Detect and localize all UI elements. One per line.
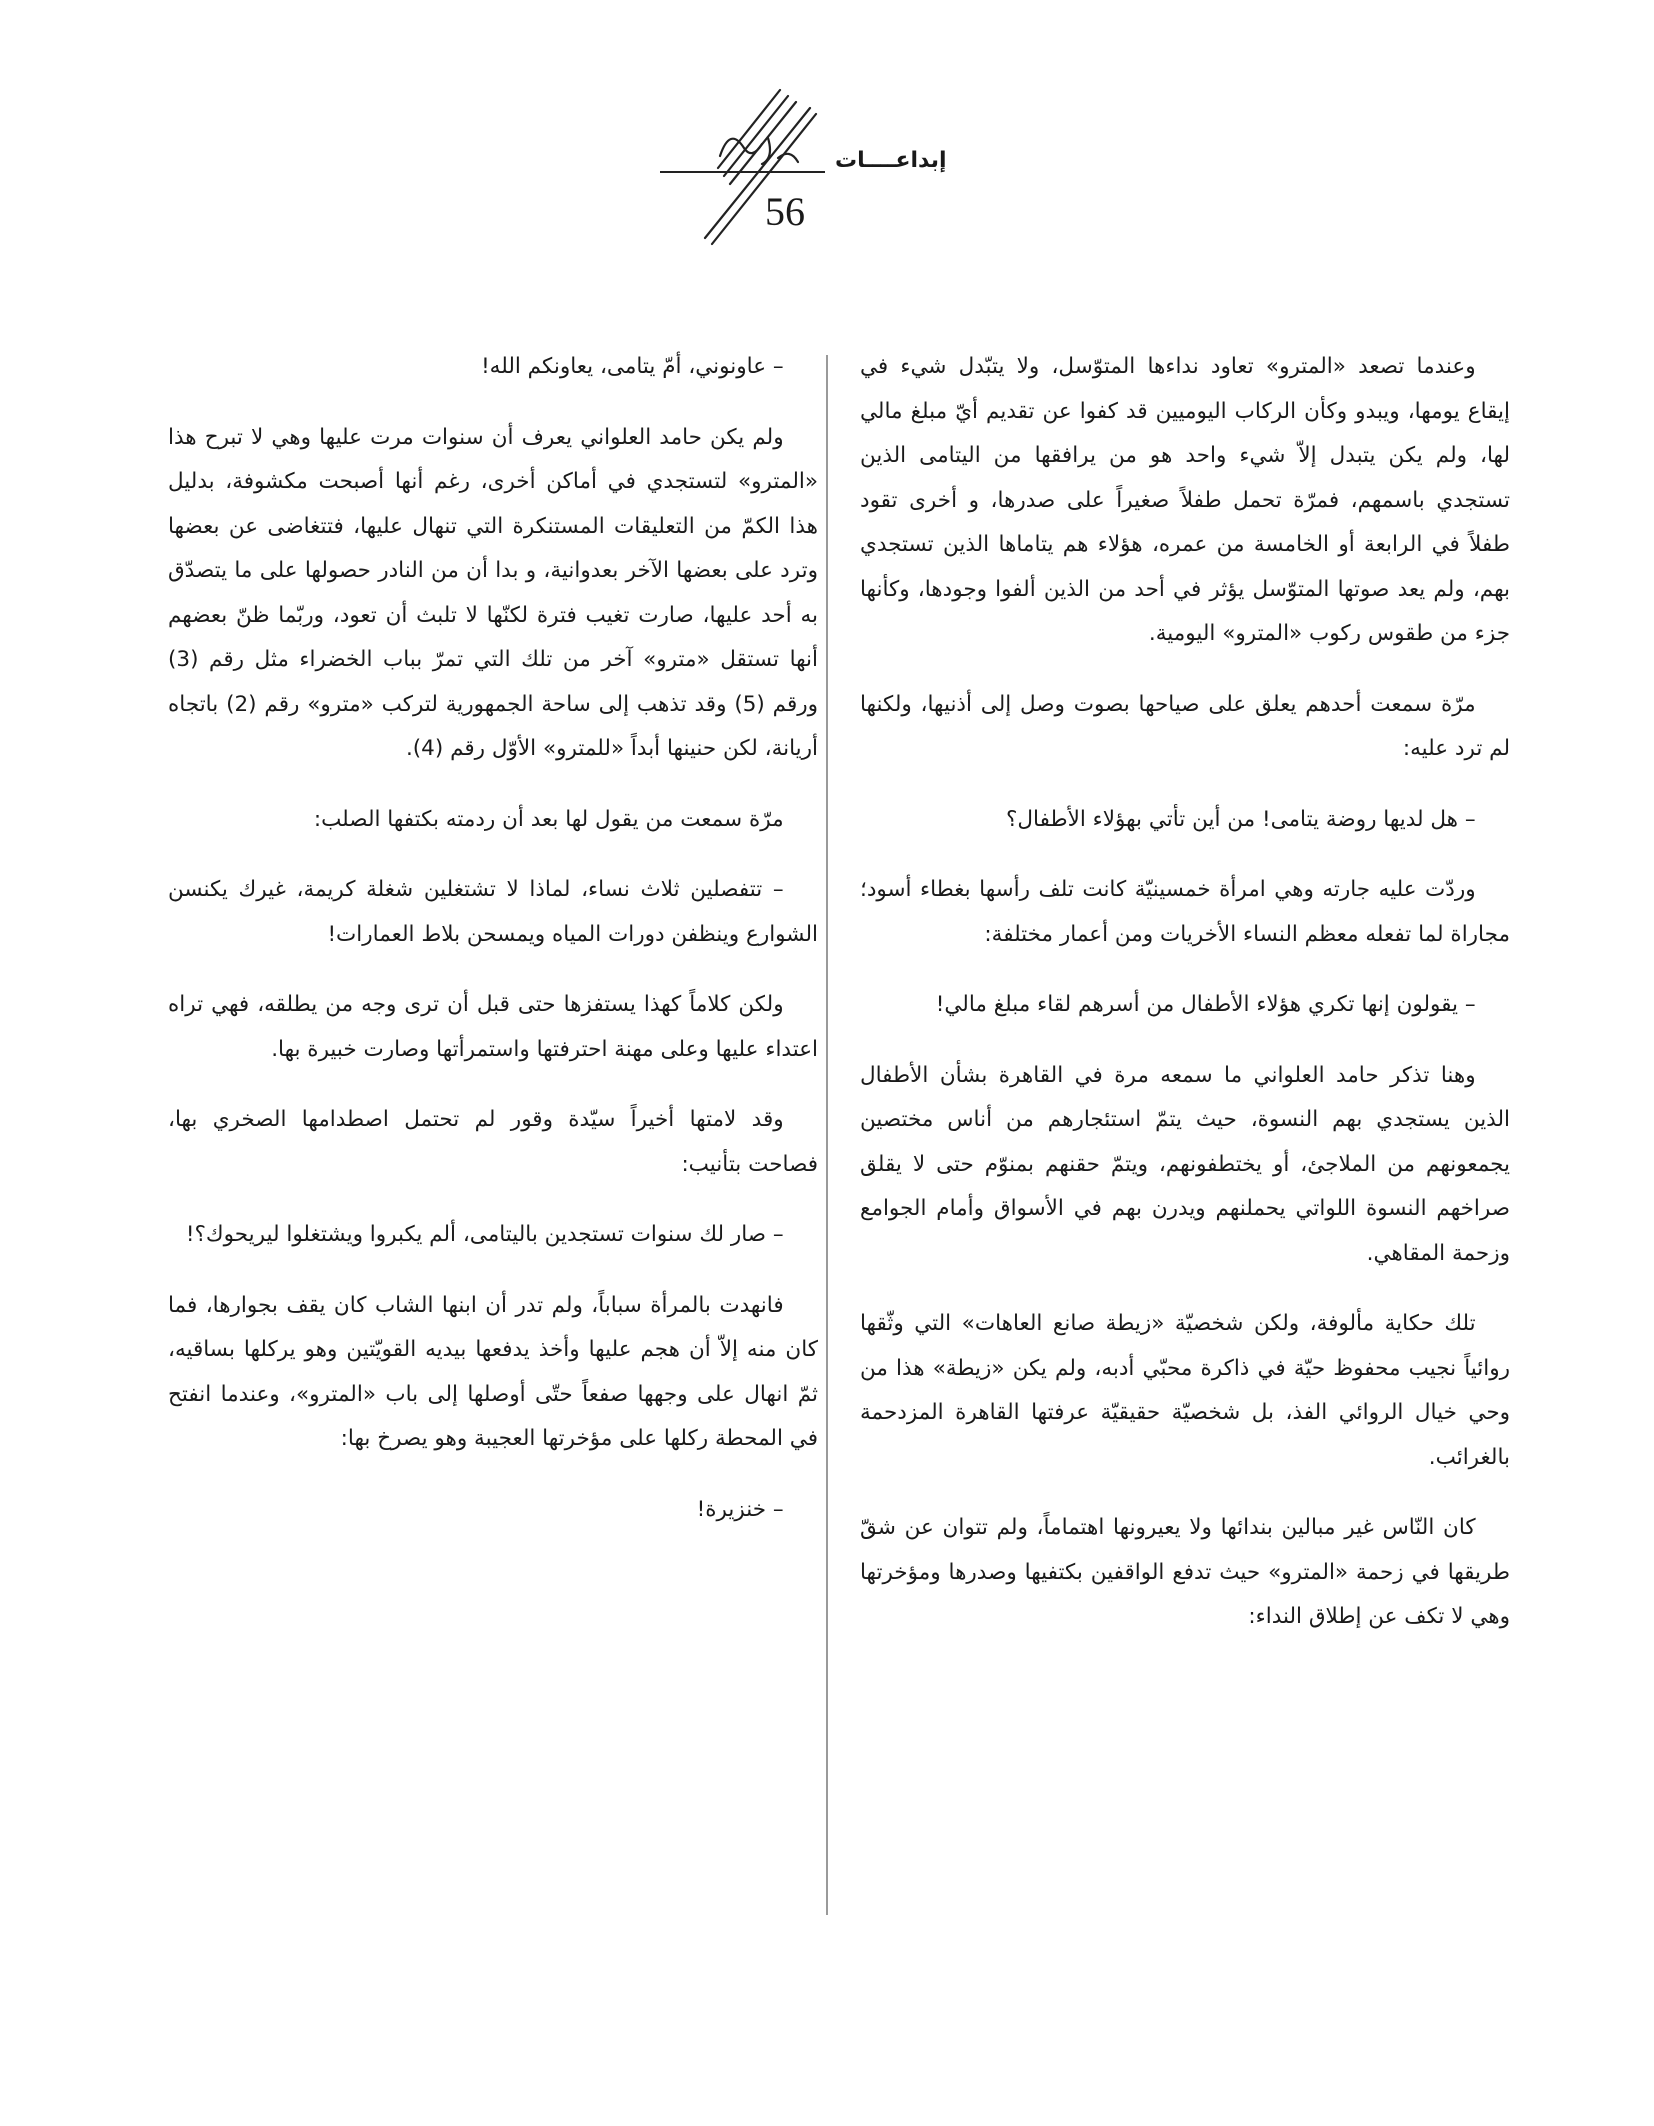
dialogue-line: – عاونوني، أمّ يتامى، يعاونكم الله! xyxy=(481,354,784,379)
column-divider xyxy=(826,355,828,1915)
paragraph: وعندما تصعد «المترو» تعاود نداءها المتوّسل، ولا يتبّدل شيء في إيقاع يومها، ويبدو وكأن الركاب اليوميين قد كفوا عن تقديم أيّ مبلغ مالي لها، ولم يكن يتبدل إلاّ شيء واحد هو من يرافقها من اليتامى الذين تستجدي باسمهم، فمرّة تحمل طفلاً صغيراً على صدرها، و أخرى تقود طفلاً في الرابعة أو الخامسة من عمره، هؤلاء هم يتاماها الذين تستجدي بهم، ولم يعد صوتها المتوّسل يؤثر في أحد من الذين ألفوا وجودها، وكأنها جزء من طقوس ركوب «المترو» اليومية. xyxy=(860,354,1510,646)
paragraph: مرّة سمعت أحدهم يعلق على صياحها بصوت وصل إلى أذنيها، ولكنها لم ترد عليه: xyxy=(860,691,1510,761)
paragraph: مرّة سمعت من يقول لها بعد أن ردمته بكتفها الصلب: xyxy=(313,806,784,832)
paragraph: وقد لامتها أخيراً سيّدة وقور لم تحتمل اصطدامها الصخري بها، فصاحت بتأنيب: xyxy=(168,1107,818,1177)
page-number: 56 xyxy=(765,189,805,234)
dialogue-line: – خنزيرة! xyxy=(696,1496,784,1522)
paragraph: كان النّاس غير مبالين بندائها ولا يعيرونها اهتماماً، ولم تتوان عن شقّ طريقها في زحمة «المترو» حيث تدفع الواقفين بكتفيها وصدرها ومؤخرتها وهي لا تكف عن إطلاق النداء: xyxy=(860,1515,1510,1629)
dialogue-line: – يقولون إنها تكري هؤلاء الأطفال من أسرهم لقاء مبلغ مالي! xyxy=(935,992,1476,1017)
paragraph: ولم يكن حامد العلواني يعرف أن سنوات مرت عليها وهي لا تبرح هذا «المترو» لتستجدي في أماكن أخرى، رغم أنها أصبحت مكشوفة، بدليل هذا الكمّ من التعليقات المستنكرة التي تنهال عليها، فتتغاضى عن بعضها وترد على بعضها الآخر بعدوانية، و بدا أن من النادر حصولها على ما يتصدّق به أحد عليها، صارت تغيب فترة لكنّها لا تلبث أن تعود، وربّما ظنّ بعضهم أنها تستقل «مترو» آخر من تلك التي تمرّ بباب الخضراء مثل رقم (3) ورقم (5) وقد تذهب إلى ساحة الجمهورية لتركب «مترو» رقم (2) باتجاه أريانة، لكن حنينها أبداً «للمترو» الأوّل رقم (4). xyxy=(168,424,819,761)
left-column xyxy=(168,345,818,1558)
paragraph: فانهدت بالمرأة سباباً، ولم تدر أن ابنها الشاب كان يقف بجوارها، فما كان منه إلاّ أن هجم عليها وأخذ يدفعها بيديه القويّتين وهو يركلها بساقيه، ثمّ انهال على وجهها صفعاً حتّى أوصلها إلى باب «المترو»، وعندما انفتح في المحطة ركلها على مؤخرتها العجيبة وهو يصرخ بها: xyxy=(168,1292,818,1451)
dialogue-line: – تتفصلين ثلاث نساء، لماذا لا تشتغلين شغلة كريمة، غيرك يكنسن الشوارع وينظفن دورات المياه ويمسحن بلاط العمارات! xyxy=(168,877,818,947)
paragraph: وردّت عليه جارته وهي امرأة خمسينيّة كانت تلف رأسها بغطاء أسود؛ مجاراة لما تفعله معظم النساء الأخريات ومن أعمار مختلفة: xyxy=(860,877,1510,947)
paragraph: وهنا تذكر حامد العلواني ما سمعه مرة في القاهرة بشأن الأطفال الذين يستجدي بهم النسوة، حيث يتمّ استئجارهم من أناس مختصين يجمعونهم من الملاجئ، أو يختطفونهم، ويتمّ حقنهم بمنوّم حتى لا يقلق صراخهم النسوة اللواتي يحملنهم ويدرن بهم في الأسواق وأمام الجوامع وزحمة المقاهي. xyxy=(860,1062,1510,1266)
page-header xyxy=(660,88,947,258)
section-label: إبداعــــات xyxy=(835,148,947,173)
right-column xyxy=(860,345,1510,1666)
dialogue-line: – هل لديها روضة يتامى! من أين تأتي بهؤلاء الأطفال؟ xyxy=(1006,806,1476,832)
paragraph: ولكن كلاماً كهذا يستفزها حتى قبل أن ترى وجه من يطلقه، فهي تراه اعتداء عليها وعلى مهنة احترفتها واستمرأتها وصارت خبيرة بها. xyxy=(168,992,818,1062)
paragraph: تلك حكاية مألوفة، ولكن شخصيّة «زيطة صانع العاهات» التي وثّقها روائياً نجيب محفوظ حيّة في ذاكرة محبّي أدبه، ولم يكن «زيطة» هذا من وحي خيال الروائي الفذ، بل شخصيّة حقيقيّة عرفتها القاهرة المزدحمة بالغرائب. xyxy=(860,1311,1510,1470)
dialogue-line: – صار لك سنوات تستجدين باليتامى، ألم يكبروا ويشتغلوا ليريحوك؟! xyxy=(185,1222,784,1247)
